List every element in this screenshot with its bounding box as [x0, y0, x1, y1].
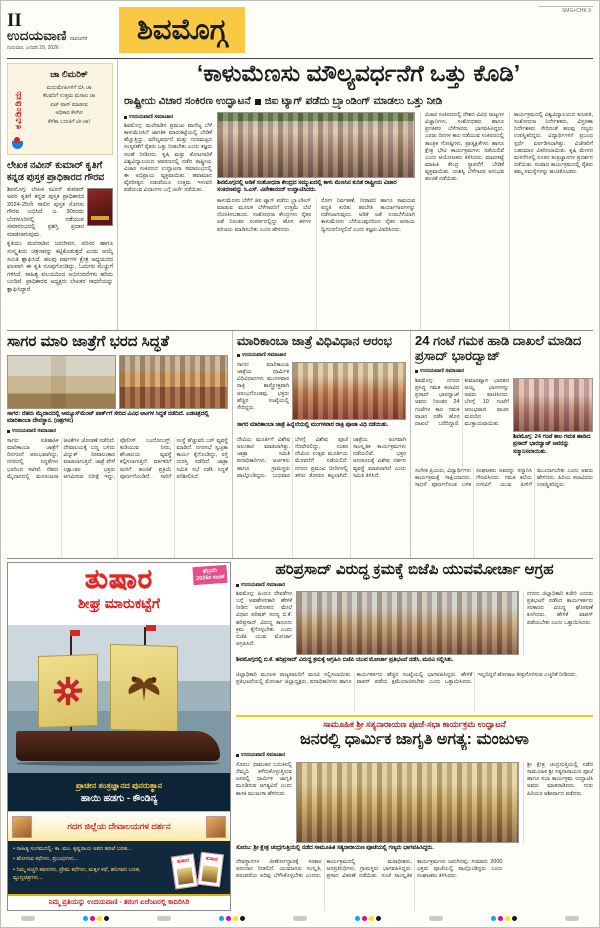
lead-column-5: ಕಾರ್ಯಕ್ರಮದಲ್ಲಿ ವಿಶ್ವವಿದ್ಯಾಲಯದ ಕುಲಪತಿ, ಸಂಶೋಧನಾ ನಿರ್ದೇಶಕರು, ವಿಸ್ತರಣಾ ನಿರ್ದೇಶಕರು ಸೇರಿದಂತೆ ಹಲವು ಗಣ್ಯರು ಉಪಸ್ಥಿತರಿದ್ದರು. ವಿದ್ಯಾರ್ಥಿಗಳಿಗೆ ಪ್ರಬಂಧ ಸ್ಪರ್ಧೆ ಏರ್ಪಡಿಸಲಾಗಿತ್ತು. ವಿಜೇತರಿಗೆ ಬಹುಮಾನ ವಿತರಿಸಲಾಯಿತು. ಕೃಷಿ ಮೇಳದ ಮಳಿಗೆಗಳಲ್ಲಿ ನೂತನ ತಂತ್ರಜ್ಞಾನಗಳ ಪ್ರದರ್ಶನ ನಡೆಯಿತು. ಸಂವಾದ ಕಾರ್ಯಕ್ರಮದಲ್ಲಿ ರೈತರು ತಮ್ಮ ಸಮಸ್ಯೆಗಳನ್ನು ಹಂಚಿಕೊಂಡರು.: [509, 112, 593, 330]
lead-headline: ‘ಕಾಳುಮೆಣಸು ಮೌಲ್ಯವರ್ಧನೆಗೆ ಒತ್ತು ಕೊಡಿ’: [196, 60, 521, 86]
byline-bullet-icon: [7, 430, 10, 433]
strap-headline: ಸಾಮೂಹಿಕ ಶ್ರೀ ಸತ್ಯನಾರಾಯಣ ಪೂಜೆ-ಸಭಾ ಕಾರ್ಯಕ್ರಮ ಉದ್ಘಾಟನೆ: [236, 715, 593, 731]
article-body-wrap: [7, 187, 113, 294]
photo-caption: ಸಾಗರ ಮಾರಿಕಾಂಬಾ ಜಾತ್ರೆ ಹಿನ್ನೆಲೆಯಲ್ಲಿ ಮಂಗಳವಾರ ರಾತ್ರಿ ಪೂಜಾ ವಿಧಿ ನಡೆಯಿತು.: [237, 422, 389, 428]
magazine-cover-thumb: [171, 854, 198, 890]
article-column-text: ಶಿವಮೊಗ್ಗ: ನಗರದ ಪ್ರಸಿದ್ಧ ಗಮಕ ಕಲಾವಿದ ಪ್ರಸಾದ್ ಭಾರದ್ವಾಜ್ ಅವರು ನಿರಂತರ 24 ಗಂಟೆಗಳ ಕಾಲ ಗಮಕ ವಾಚನ ನಡೆಸಿ ಹೊಸ ದಾಖಲೆ ಬರೆದಿದ್ದಾರೆ. ಕುಮಾರವ್ಯಾಸ ಭಾರತದ ಆಯ್ದ ಭಾಗಗಳನ್ನು ಅವರು ವಾಚಿಸಿದರು. ಬೆಳಗ್ಗೆ 10 ಗಂಟೆಗೆ ಆರಂಭವಾದ ವಾಚನ ಮರುದಿನ ಮುಕ್ತಾಯವಾಯಿತು.: [415, 378, 509, 427]
lead-center-columns: [217, 198, 415, 330]
tea-cup-icon: [12, 141, 23, 149]
article-body: ಜಿಲ್ಲಾಧಿಕಾರಿ ಮೂಲಕ ರಾಜ್ಯಪಾಲರಿಗೆ ಮನವಿ ಸಲ್ಲಿಸಲಾಯಿತು. ಪ್ರತಿಭಟನೆಯಲ್ಲಿ ಮೋರ್ಚಾ ಜಿಲ್ಲಾಧ್ಯಕ್ಷರು, ಪದಾಧಿಕಾರಿಗಳು ಹಾಗೂ ಕಾರ್ಯಕರ್ತರು ಹೆಚ್ಚಿನ ಸಂಖ್ಯೆಯಲ್ಲಿ ಭಾಗವಹಿಸಿದ್ದರು. ಹೇಳಿಕೆ ವಾಪಸ್ ಪಡೆದು ಕ್ಷಮೆಯಾಚಿಸಬೇಕು ಎಂದು ಒತ್ತಾಯಿಸಿದರು. ಇಲ್ಲದಿದ್ದರೆ ಹೋರಾಟ ತೀವ್ರಗೊಳಿಸುವ ಎಚ್ಚರಿಕೆ ನೀಡಿದರು.: [236, 672, 577, 686]
masthead-left: [7, 5, 119, 51]
limerick-line: ಕೆಳೆತಾ ಬದುಕಿಗೆ ಟೀ-ಚಾ!: [48, 118, 90, 125]
gamaka-photo-block: [513, 378, 593, 466]
tushara-magazine-ad: [7, 562, 231, 911]
bottom-right-articles: [231, 559, 593, 911]
limerick-strip: [11, 67, 26, 151]
lead-column-4: ವಿಚಾರ ಸಂಕಿರಣದಲ್ಲಿ ದೇಶದ ವಿವಿಧ ರಾಜ್ಯಗಳ ವಿಜ್ಞಾನಿಗಳು, ಸಂಶೋಧಕರು ಹಾಗೂ ಪ್ರಗತಿಪರ ಬೆಳೆಗಾರರು ಭಾಗವಹಿಸಿದ್ದರು. ಎರಡು ದಿನಗಳ ಕಾಲ ನಡೆಯುವ ಸಂಕಿರಣದಲ್ಲಿ ತಾಂತ್ರಿಕ ಗೋಷ್ಠಿಗಳು, ಪ್ರಾತ್ಯಕ್ಷಿಕೆಗಳು ಹಾಗೂ ಕ್ಷೇತ್ರ ಭೇಟಿ ಕಾರ್ಯಕ್ರಮಗಳು ನಡೆಯಲಿವೆ ಎಂದು ಆಯೋಜಕರು ತಿಳಿಸಿದರು. ಮಾರುಕಟ್ಟೆ ಮಾಹಿತಿ ಕೇಂದ್ರ ಸ್ಥಾಪನೆಗೆ ಬೇಡಿಕೆ ವ್ಯಕ್ತವಾಯಿತು. ಯಶಸ್ವಿ ಬೆಳೆಗಾರರ ಅನುಭವ ಹಂಚಿಕೆ ನಡೆಯಿತು.: [420, 112, 504, 330]
bjp-middle: [236, 591, 593, 655]
magazine-cover-thumb: [197, 852, 224, 888]
article-gamaka-record: [411, 331, 593, 558]
article-body: ಶಿವಮೊಗ್ಗ: ಲೇಖಕ ನವೀನ್ ಕುಮಾರ್ ಅವರ ಕೃತಿಗೆ ಕನ್ನಡ ಪುಸ್ತಕ ಪ್ರಾಧಿಕಾರದ 2024-25ನೇ ಸಾಲಿನ ಪುಸ್ತಕ ಸೊಗಸು ಗೌರವ ಲಭಿಸಿದೆ. ಜ. 30ರಂದು ಬೆಂಗಳೂರಿನಲ್ಲಿ ನಡೆಯುವ ಸಮಾರಂಭದಲ್ಲಿ ಪ್ರಶಸ್ತಿ ಪ್ರದಾನ ಮಾಡಲಾಗುವುದು.: [7, 186, 84, 238]
cmyk-dots-icon: [219, 916, 245, 921]
article-headline: ಮಾರಿಕಾಂಬಾ ಜಾತ್ರೆ ವಿಧಿವಿಧಾನ ಆರಂಭ: [237, 334, 392, 348]
pooja-event-photo: [296, 762, 519, 843]
article-lead: [118, 59, 593, 330]
limerick-line: ಕೆಲವರಿಗೆ ಉತ್ತಮ ಮಸಾಲ ಚಾ: [42, 93, 96, 100]
cover-title: ತುಷಾರ: [205, 855, 219, 863]
ad-bullet: • ಹೋಗುವ ಕಥೆಗಳು, ಪ್ರಬಂಧಗಳು...: [13, 856, 79, 863]
article-column-text: ಸಾಗರ: ಮಾರಿಕಾಂಬಾ ಜಾತ್ರೆಯ ಧಾರ್ಮಿಕ ವಿಧಿವಿಧಾನಗಳು ಮಂಗಳವಾರ ರಾತ್ರಿ ಶಾಸ್ತ್ರೋಕ್ತವಾಗಿ ಆರಂಭಗೊಂಡವು. ಭಕ್ತರು ಹೆಚ್ಚಿನ ಸಂಖ್ಯೆಯಲ್ಲಿ ಸೇರಿದ್ದರು.: [237, 362, 289, 411]
section-title: ಶಿವಮೊಗ್ಗ: [119, 7, 245, 53]
byline-bullet-icon: [236, 754, 239, 757]
left-side-column: [7, 59, 118, 330]
ad-issue-line2: 2026ರ ಸಂಚಿಕೆ: [195, 574, 225, 583]
print-registration-bar: [7, 912, 593, 924]
byline-text: ಉದಯವಾಣಿ ಸಮಾಚಾರ: [12, 428, 57, 434]
byline: [236, 582, 593, 589]
temple-thumb-photo: [206, 816, 226, 838]
ad-issue-badge: [192, 565, 228, 586]
article-body: ಕೃತಿಯು ಮಲೆನಾಡಿನ ಜನಜೀವನ, ಪರಿಸರ ಹಾಗೂ ಸಂಸ್ಕೃತಿಯ ಚಿತ್ರಣವನ್ನು ಕಟ್ಟಿಕೊಡುತ್ತದೆ ಎಂದು ಆಯ್ಕೆ ಸಮಿತಿ ಶ್ಲಾಘಿಸಿದೆ. ಹಲವು ವರ್ಷಗಳ ಕ್ಷೇತ್ರ ಅಧ್ಯಯನದ ಫಲವಾಗಿ ಈ ಕೃತಿ ರೂಪುಗೊಂಡಿದ್ದು, ಓದುಗರ ಮೆಚ್ಚುಗೆ ಗಳಿಸಿದೆ. ಸಾಹಿತ್ಯ ವಲಯದಿಂದ ಅಭಿನಂದನೆಗಳು ಹರಿದು ಬಂದಿವೆ. ಪ್ರಾಧಿಕಾರದ ಅಧ್ಯಕ್ಷರು ಲೇಖಕರ ಸಾಧನೆಯನ್ನು ಶ್ಲಾಘಿಸಿದ್ದಾರೆ.: [7, 241, 113, 293]
gandaberunda-motif-icon: [124, 667, 164, 708]
lead-column-text: ಕಾಳುಮೆಣಸು ಬೆಳೆಗೆ ಜಿಐ ಟ್ಯಾಗ್ ಪಡೆದು ಬ್ರ್ಯಾಂಡಿಂಗ್ ಮಾಡುವ ಮೂಲಕ ಬೆಳೆಗಾರರಿಗೆ ಉತ್ತಮ ಬೆಲೆ ದೊರಕಿಸಬಹುದು. ಸಂಶೋಧನಾ ಕೇಂದ್ರಗಳು ರೈತರ ಜತೆ ನಿರಂತರ ಸಂಪರ್ಕದಲ್ಲಿದ್ದು ಹೊಸ ತಳಿಗಳ ಪರಿಚಯ ಮಾಡಿಸಬೇಕು ಎಂದು ಹೇಳಿದರು.: [217, 198, 311, 233]
subhead-separator-icon: [255, 99, 261, 105]
byline-text: ಉದಯವಾಣಿ ಸಮಾಚಾರ: [241, 752, 286, 758]
cmyk-dots-icon: [491, 916, 517, 921]
limerick-vertical-label: ಕವಿಡಿಂಡಿಮ: [13, 90, 23, 129]
registration-mark-icon: [429, 916, 443, 921]
brand-edition-label: ದಾವಣಗೆರೆ: [69, 36, 88, 42]
byline: [236, 752, 593, 759]
limerick-box: [7, 63, 113, 155]
byline-text: ಉದಯವಾಣಿ ಸಮಾಚಾರ: [242, 352, 287, 358]
sagara-photos: [7, 355, 228, 409]
date-line: ಗುರುವಾರ, ಜನವರಿ 29, 2026: [7, 45, 59, 51]
brand-logo: ಉದಯವಾಣಿ: [7, 28, 67, 43]
cmyk-dots-icon: [355, 916, 381, 921]
article-headline: ಸಾಗರ ಮಾರಿ ಜಾತ್ರೆಗೆ ಭರದ ಸಿದ್ಧತೆ: [7, 334, 170, 350]
byline-bullet-icon: [236, 584, 239, 587]
ship-sail-sun: [38, 654, 98, 728]
registration-mark-icon: [157, 916, 171, 921]
byline-bullet-icon: [415, 370, 418, 373]
article-body: ದೇವಸ್ಥಾನಗಳ ಜೀರ್ಣೋದ್ಧಾರಕ್ಕೆ ಸರಕಾರ ಅನುದಾನ ನೀಡಲಿದೆ. ಯುವಜನರು ಸಂಸ್ಕೃತಿ, ಪರಂಪರೆಯ ಅರಿವು ಬೆಳೆಸಿಕೊಳ್ಳಬೇಕು ಎಂದರು. ಕಾರ್ಯಕ್ರಮದಲ್ಲಿ ಮಠಾಧೀಶರು, ಜನಪ್ರತಿನಿಧಿಗಳು, ಗ್ರಾಮಸ್ಥರು ಭಾಗವಹಿಸಿದ್ದರು. ಪ್ರಸಾದ ವಿತರಣೆ ನಡೆಯಿತು. ಸಂಜೆ ಸಾಂಸ್ಕೃತಿಕ ಕಾರ್ಯಕ್ರಮಗಳು ಜರುಗಿದವು. ಸುಮಾರು 2000 ಭಕ್ತರು ಪೂಜೆಯಲ್ಲಿ ಪಾಲ್ಗೊಂಡಿದ್ದರು ಎಂದು ಸಂಘಟಕರು ತಿಳಿಸಿದರು.: [236, 859, 503, 880]
temple-thumb-photo: [12, 816, 32, 838]
article-bjp-protest: [236, 562, 593, 712]
ad-ship-line2: ಹಾಯಿ ಹಡಗು - ಕೌಂಡಿನ್ಯ: [80, 792, 158, 804]
photo-caption: ಶಿವಮೊಗ್ಗದಲ್ಲಿ ಬಿ.ಕೆ. ಹರಿಪ್ರಸಾದ್ ವಿರುದ್ಧ ಕ್ರಮಕ್ಕೆ ಆಗ್ರಹಿಸಿ ಬಿಜೆಪಿ ಯುವ ಮೋರ್ಚಾ ಪ್ರತಿಭಟನೆ ನಡೆಸಿ, ಮನವಿ ಸಲ್ಲಿಸಿತು.: [236, 657, 454, 663]
ship-sail-eagle: [110, 644, 178, 732]
registration-mark-icon: [21, 916, 35, 921]
middle-section: [7, 331, 593, 559]
felicitation-photo: [513, 378, 593, 432]
article-body: ಸಾಗರ: ಐತಿಹಾಸಿಕ ಮಾರಿಕಾಂಬಾ ಜಾತ್ರೆಗೆ ದಿನಗಣನೆ ಆರಂಭವಾಗಿದ್ದು, ನಗರದಲ್ಲಿ ಸಿದ್ಧತೆಗಳು ಭರದಿಂದ ಸಾಗಿವೆ. ನೆಹರು ಮೈದಾನದಲ್ಲಿ ಮನರಂಜನಾ ಆಟಿಕೆಗಳ ಜೋಡಣೆ ನಡೆದಿದೆ. ದೇವಾಲಯಕ್ಕೆ ಬಣ್ಣ ಬಳಿದು ವಿದ್ಯುತ್ ದೀಪಾಲಂಕಾರ ಮಾಡಲಾಗುತ್ತಿದೆ. ಜಾತ್ರೆ ವೇಳೆ ಲಕ್ಷಾಂತರ ಭಕ್ತರು ಆಗಮಿಸುವ ನಿರೀಕ್ಷೆ ಇದ್ದು, ಪೊಲೀಸ್ ಬಂದೋಬಸ್ತ್, ಕುಡಿಯುವ ನೀರು, ಶೌಚಾಲಯ ವ್ಯವಸ್ಥೆ ಕಲ್ಪಿಸಲಾಗುತ್ತಿದೆ. ವರ್ತಕರಿಗೆ ಮಳಿಗೆ ಹಂಚಿಕೆ ಪ್ರಕ್ರಿಯೆ ಪೂರ್ಣಗೊಂಡಿದೆ. ಸಾರಿಗೆ ಸಂಸ್ಥೆ ಹೆಚ್ಚುವರಿ ಬಸ್ ವ್ಯವಸ್ಥೆ ಮಾಡಿದೆ. ನಗರಸಭೆ ಸ್ವಚ್ಛತಾ ಕಾರ್ಯ ಕೈಗೊಂಡಿದ್ದು, ರಸ್ತೆ ದುರಸ್ತಿ ನಡೆದಿದೆ. ಜಾತ್ರಾ ಸಮಿತಿ ಸಭೆ ನಡೆಸಿ ಸಿದ್ಧತೆ ಪರಿಶೀಲಿಸಿದೆ.: [7, 438, 228, 480]
byline-text: ಉದಯವಾಣಿ ಸಮಾಚಾರ: [241, 582, 286, 588]
article-body: ದೇವಿಯ ಮೂರ್ತಿಗೆ ವಿಶೇಷ ಅಲಂಕಾರ ಮಾಡಲಾಗಿತ್ತು. ಜಾತ್ರಾ ಸಮಿತಿ ಪದಾಧಿಕಾರಿಗಳು, ಅರ್ಚಕರು ಹಾಗೂ ಗ್ರಾಮಸ್ಥರು ಪಾಲ್ಗೊಂಡಿದ್ದರು. ಬುಧವಾರ ಬೆಳಗ್ಗೆ ವಿಶೇಷ ಪೂಜೆ ನೆರವೇರಲಿದ್ದು, ನಂತರ ದೇವಿಯ ಉತ್ಸವ ಮೂರ್ತಿಯ ಮೆರವಣಿಗೆ ನಡೆಯಲಿದೆ. ನಗರದ ಪ್ರಮುಖ ಬೀದಿಗಳಲ್ಲಿ ತಳಿರು ತೋರಣ ಕಟ್ಟಲಾಗಿದೆ. ಜಾತ್ರೆಯ ಅಂಗವಾಗಿ ಸಾಂಸ್ಕೃತಿಕ ಕಾರ್ಯಕ್ರಮಗಳು ನಡೆಯಲಿವೆ. ಭಕ್ತರ ಅನುಕೂಲಕ್ಕೆ ವಿಶೇಷ ದರ್ಶನ ವ್ಯವಸ್ಥೆ ಮಾಡಲಾಗಿದೆ ಎಂದು ಸಮಿತಿ ತಿಳಿಸಿದೆ.: [237, 437, 406, 479]
article-marikamba-rituals: [233, 331, 411, 558]
article-manjula-speech: [236, 731, 593, 911]
manjula-middle: [236, 762, 593, 843]
ship-photo: [8, 625, 230, 773]
article-headline: ಜನರಲ್ಲಿ ಧಾರ್ಮಿಕ ಜಾಗೃತಿ ಅಗತ್ಯ: ಮಂಜುಳಾ: [300, 731, 529, 748]
article-column-text: ಶಿವಮೊಗ್ಗ: ಹಿಂದೂ ದೇವತೆಗಳ ಬಗ್ಗೆ ಅವಹೇಳನಕಾರಿ ಹೇಳಿಕೆ ನೀಡಿದ ಆರೋಪದ ಮೇಲೆ ವಿಧಾನ ಪರಿಷತ್ ಸದಸ್ಯ ಬಿ.ಕೆ. ಹರಿಪ್ರಸಾದ್ ವಿರುದ್ಧ ಕಾನೂನು ಕ್ರಮ ಕೈಗೊಳ್ಳಬೇಕು ಎಂದು ಬಿಜೆಪಿ ಯುವ ಮೋರ್ಚಾ ಆಗ್ರಹಿಸಿದೆ.: [236, 591, 292, 647]
lead-center: [217, 112, 415, 330]
lead-photo-caption: ಶಿವಮೊಗ್ಗದಲ್ಲಿ ಅಡಿಕೆ ಸಂಶೋಧನಾ ಕೇಂದ್ರದ ಸಮ್ಮುಖದಲ್ಲಿ ಕಾಳು ಮೆಣಸಿನ ಕುರಿತ ರಾಷ್ಟ್ರೀಯ ವಿಚಾರ ಸಂಕಿರಣವನ್ನು ಸಿ.ಎಸ್. ವಿವೇಕಾನಂದ್ ಉದ್ಘಾಟಿಸಿದರು.: [217, 180, 397, 194]
byline-text: ಉದಯವಾಣಿ ಸಮಾಚಾರ: [129, 114, 174, 120]
ad-issue-line1: ಫೆಬ್ರವರಿ: [202, 567, 217, 575]
article-headline: 24 ಗಂಟೆ ಗಮಕ ಹಾಡಿ ದಾಖಲೆ ಮಾಡಿದ ಪ್ರಸಾದ್ ಭಾರದ್ವಾಜ್: [415, 334, 582, 363]
photo-caption: ಶಿವಮೊಗ್ಗ: 24 ಗಂಟೆ ಕಾಲ ಗಮಕ ಹಾಡಿದ ಪ್ರಸಾದ್ ಭಾರದ್ವಾಜ್ ಅವರನ್ನು ಸನ್ಮಾನಿಸಲಾಯಿತು.: [513, 434, 591, 455]
ship-flag-icon: [70, 630, 80, 636]
ship-hull: [16, 731, 220, 761]
limerick-line: ಮಧುಮೇಹಿಗಳಿಗೆ ಬಿಸಿ ಚಾ: [46, 85, 92, 91]
ad-tagline: ಶೀಘ್ರ ಮಾರುಕಟ್ಟೆಗೆ: [77, 595, 160, 611]
marikamba-top: [237, 362, 406, 420]
sun-motif-icon: [51, 673, 85, 708]
book-cover-image: [87, 188, 113, 226]
limerick-title: ಚಾ ಲಿಮರಿಕ್: [50, 69, 88, 79]
cmyk-dots-icon: [83, 916, 109, 921]
photo-caption: ಸಾಗರ: ನೆಹರು ಮೈದಾನದಲ್ಲಿ ಅಮ್ಯೂಸ್‌ಮೆಂಟ್ ಪಾರ್ಕ್‌ಗೆ ಸೇರಿದ ವಿವಿಧ ಆಟಗಳ ಸಿದ್ಧತೆ ನಡೆದಿದೆ. ಎಡಚಿತ್ರದಲ್ಲಿ ಮಾರಿಕಾಂಬಾ ದೇವಸ್ಥಾನ. (ಚಿತ್ರಗಳು): [7, 411, 209, 425]
ad-magazine-title: ತುಷಾರ: [84, 564, 154, 594]
byline: [7, 428, 228, 435]
bottom-section: [7, 559, 593, 911]
article-sagara-fair: [7, 331, 233, 558]
ad-bullet: • ಸಾಹಿತ್ಯ ಸಂಗಮದಲ್ಲಿ- ಕಾ. ಮಂ. ಕೃಷ್ಣರಾಯ ಅವರ ಹರಟೆ ಬರಹ...: [13, 846, 132, 852]
brand-row: [7, 28, 119, 44]
lead-column-text: ಶಿವಮೊಗ್ಗ: ಮಲೆನಾಡಿನ ಪ್ರಮುಖ ವಾಣಿಜ್ಯ ಬೆಳೆ ಕಾಳುಮೆಣಸಿಗೆ ಜಾಗತಿಕ ಮಾರುಕಟ್ಟೆಯಲ್ಲಿ ಬೇಡಿಕೆ ಹೆಚ್ಚುತ್ತಿದ್ದು, ಮೌಲ್ಯವರ್ಧನೆ ಮತ್ತು ಗುಣಮಟ್ಟದ ಸಂಸ್ಕರಣೆಗೆ ರೈತರು ಒತ್ತು ನೀಡಬೇಕು ಎಂದು ತಜ್ಞರು ಸಲಹೆ ನೀಡಿದರು. ಕೃಷಿ ಮತ್ತು ತೋಟಗಾರಿಕೆ ವಿಶ್ವವಿದ್ಯಾಲಯದ ಆವರಣದಲ್ಲಿ ನಡೆದ ರಾಷ್ಟ್ರೀಯ ವಿಚಾರ ಸಂಕಿರಣದ ಉದ್ಘಾಟನಾ ಸಮಾರಂಭದಲ್ಲಿ ಈ ಅಭಿಪ್ರಾಯ ವ್ಯಕ್ತವಾಯಿತು. ಹವಾಮಾನ ವೈಪರೀತ್ಯದ ನಡುವೆಯೂ ಉತ್ತಮ ಇಳುವರಿ ಪಡೆಯುವ ವಿಧಾನಗಳ ಬಗ್ಗೆ ಚರ್ಚೆ ನಡೆಯಿತು.: [124, 123, 212, 194]
article-author-award: [7, 155, 113, 330]
lead-body: [124, 112, 593, 330]
ad-temple-banner: [8, 811, 230, 841]
lead-photo: [217, 112, 415, 178]
top-section: [7, 59, 593, 331]
ad-footer-text: ನಿಮ್ಮ ಪ್ರತಿಯನ್ನು ಉದಯವಾಣಿ - ತರಂಗ ಏಜೆಂಟರಲ್ಲಿ ಕಾದಿರಿಸಿರಿ: [48, 899, 190, 906]
ad-bullet: • ನಿಮ್ಮ ಅಚ್ಚರಿ ಕವನಗಳು, ಪ್ರೇಮ ಕಥೆಗಳು, ಮಕ್ಕಳ ಕಥೆ, ಹನಿಗವನ ಬರಹ, ವ್ಯಂಗ್ಯಚಿತ್ರಗಳು...: [13, 866, 141, 881]
limerick-line: ಏಟ್ ಪಾಸ್ ಮಾಡುವ: [50, 101, 88, 108]
protest-photo: [296, 591, 519, 655]
temple-photo: [7, 355, 116, 409]
registration-mark-icon: [565, 916, 579, 921]
lead-subhead: [124, 94, 593, 109]
article-column-text: ಸೊರಬ: ಧಾವಂತದ ಬದುಕಿನಲ್ಲಿ ನೆಮ್ಮದಿ ಕಳೆದುಕೊಳ್ಳುತ್ತಿರುವ ಜನರಲ್ಲಿ ಧಾರ್ಮಿಕ ಜಾಗೃತಿ ಮೂಡಿಸುವ ಅಗತ್ಯವಿದೆ ಎಂದು ಶಾಸಕಿ ಮಂಜುಳಾ ಹೇಳಿದರು.: [236, 762, 292, 797]
lead-column-1: [124, 112, 212, 330]
lead-column-text: ರೋಗ ನಿರ್ವಹಣೆ, ನೀರಾವರಿ ಹಾಗೂ ಸಾವಯವ ಪದ್ಧತಿ ಕುರಿತು ತರಬೇತಿ ಕಾರ್ಯಾಗಾರಗಳನ್ನು ನಡೆಸಲಾಗುವುದು. ಅಡಿಕೆ ಜತೆ ಉಪಬೆಳೆಯಾಗಿ ಕಾಳುಮೆಣಸು ಬೆಳೆಯುವುದರಿಂದ ರೈತರ ಆದಾಯ ದ್ವಿಗುಣಗೊಳ್ಳಲಿದೆ ಎಂದು ತಜ್ಞರು ವಿವರಿಸಿದರು.: [316, 198, 415, 330]
gamaka-top: [415, 378, 593, 466]
fairground-photo: [119, 355, 228, 409]
ship-flag-icon: [146, 625, 156, 631]
ritual-photo: [292, 362, 406, 420]
ad-ship-caption: [8, 773, 230, 811]
ad-ship-line1: ಪ್ರಾಚೀನ ತಂತ್ರಜ್ಞಾನದ ಪುನರುತ್ಥಾನ: [75, 780, 163, 790]
cover-title: ತುಷಾರ: [176, 857, 190, 865]
masthead: [7, 5, 593, 59]
lead-subhead-left: ರಾಷ್ಟ್ರೀಯ ವಿಚಾರ ಸಂಕಿರಣ ಉದ್ಘಾಟನೆ: [124, 95, 251, 107]
limerick-content: [26, 67, 109, 151]
byline: [237, 352, 406, 359]
page-number: II: [7, 10, 22, 31]
edition-code: SMG+CHK 9: [538, 6, 593, 14]
ad-header: [8, 563, 230, 625]
article-headline: ಲೇಖಕ ನವೀನ್ ಕುಮಾರ್ ಕೃತಿಗೆ ಕನ್ನಡ ಪುಸ್ತಕ ಪ್ರಾಧಿಕಾರದ ಗೌರವ: [7, 160, 105, 183]
lead-subhead-right: ಜಿಐ ಟ್ಯಾಗ್ ಪಡೆದು ಬ್ರ್ಯಾಂಡಿಂಗ್ ಮಾಡಲು ಒತ್ತು ನೀಡಿ: [264, 95, 443, 107]
registration-mark-icon: [293, 916, 307, 921]
article-column-text: ನಗರದ ಜಿಲ್ಲಾಧಿಕಾರಿ ಕಚೇರಿ ಎದುರು ಪ್ರತಿಭಟನೆ ನಡೆಸಿದ ಕಾರ್ಯಕರ್ತರು ಸರಕಾರದ ವಿರುದ್ಧ ಘೋಷಣೆ ಕೂಗಿದರು. ಹೇಳಿಕೆ ವಾಪಸ್ ಪಡೆಯಬೇಕು ಎಂದು ಒತ್ತಾಯಿಸಿದರು.: [523, 591, 593, 655]
ad-contents-list: [8, 841, 230, 894]
byline: [415, 368, 593, 375]
article-headline: ಹರಿಪ್ರಸಾದ್ ವಿರುದ್ಧ ಕ್ರಮಕ್ಕೆ ಬಿಜೆಪಿ ಯುವಮೋರ್ಚಾ ಆಗ್ರಹ: [275, 562, 554, 578]
byline: [124, 114, 212, 121]
photo-caption: ಸೊರಬ: ಶ್ರೀ ಕ್ಷೇತ್ರ ಚಂದ್ರಗುತ್ತಿಯಲ್ಲಿ ನಡೆದ ಸಾಮೂಹಿಕ ಸತ್ಯನಾರಾಯಣ ಪೂಜೆಯಲ್ಲಿ ಗಣ್ಯರು ಭಾಗವಹಿಸಿದ್ದರು.: [236, 845, 434, 851]
byline-text: ಉದಯವಾಣಿ ಸಮಾಚಾರ: [420, 368, 465, 374]
byline-bullet-icon: [237, 354, 240, 357]
ad-banner-text: ಗದಗ ಜಿಲ್ಲೆಯ ದೇವಾಲಯಗಳ ದರ್ಶನ: [67, 821, 171, 832]
limerick-line: ಅಧಿಕಾರ ಕೆಳಗಿನ: [55, 110, 83, 117]
article-body: ಸಂಗೀತ ಪ್ರಿಯರು, ವಿದ್ಯಾರ್ಥಿಗಳು ಕಾರ್ಯಕ್ರಮಕ್ಕೆ ಸಾಕ್ಷಿಯಾದರು. ಸಾಧನೆ ಪೂರ್ಣಗೊಂಡ ಬಳಿಕ ಸಂಘಟಕರು ಅವರನ್ನು ಸನ್ಮಾನಿಸಿ ಗೌರವಿಸಿದರು. ಗಮಕ ಕಲೆಯ ಉಳಿವಿಗೆ ಯುವ ಪೀಳಿಗೆ ಮುಂದಾಗಬೇಕು ಎಂದು ಅವರು ಹೇಳಿದರು. ಹಿರಿಯ ಕಲಾವಿದರು ಉಪಸ್ಥಿತರಿದ್ದರು.: [415, 468, 593, 489]
ad-footer: [8, 894, 230, 910]
article-column-text: ಶ್ರೀ ಕ್ಷೇತ್ರ ಚಂದ್ರಗುತ್ತಿಯಲ್ಲಿ ನಡೆದ ಸಾಮೂಹಿಕ ಶ್ರೀ ಸತ್ಯನಾರಾಯಣ ಪೂಜೆ ಹಾಗೂ ಸಭಾ ಕಾರ್ಯಕ್ರಮ ಉದ್ಘಾಟಿಸಿ ಅವರು ಮಾತನಾಡಿದರು. ಗುರು ಹಿರಿಯರ ಆಶೀರ್ವಾದ ಪಡೆದರು.: [523, 762, 593, 843]
byline-bullet-icon: [124, 116, 127, 119]
